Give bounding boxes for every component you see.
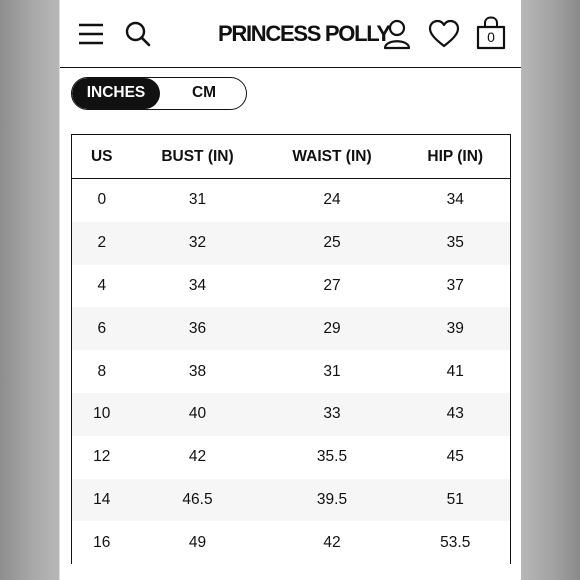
- cell-waist: 25: [264, 222, 401, 265]
- table-row: [72, 265, 511, 308]
- table-row: [72, 350, 511, 393]
- cell-bust: 34: [188, 276, 207, 294]
- cell-us: 2: [72, 222, 132, 265]
- table-row: [72, 521, 511, 564]
- cell-waist: 24: [323, 191, 341, 209]
- cell-bust: 36: [132, 307, 264, 350]
- header-us: US: [72, 135, 132, 179]
- cell-bust: 42: [188, 448, 207, 466]
- table-row: [72, 179, 511, 222]
- cell-waist: 35.5: [316, 448, 348, 466]
- cell-us: 6: [72, 307, 132, 350]
- bag-count: 0: [487, 29, 495, 45]
- cell-hip: 45: [446, 448, 464, 466]
- cell-hip: 41: [446, 362, 464, 380]
- cell-us: 0: [97, 191, 107, 209]
- cell-waist: 33: [264, 393, 401, 436]
- cell-waist: 31: [323, 362, 341, 380]
- search-icon[interactable]: [124, 20, 152, 48]
- table-row: [72, 307, 511, 350]
- cell-hip: 51: [401, 479, 511, 522]
- cell-us: 16: [93, 533, 111, 551]
- header-waist: WAIST (IN): [264, 135, 401, 179]
- cell-waist: 27: [323, 276, 341, 294]
- cell-waist: 39.5: [264, 479, 401, 522]
- cell-us: 12: [93, 448, 111, 466]
- table-row: [72, 222, 511, 265]
- size-chart-table: [71, 134, 511, 564]
- menu-icon[interactable]: [78, 22, 104, 46]
- cell-bust: 31: [188, 191, 207, 209]
- cell-hip: 34: [446, 191, 464, 209]
- cell-hip: 53.5: [440, 533, 471, 551]
- table-row: [72, 479, 511, 522]
- cell-bust: 32: [132, 222, 264, 265]
- cell-us: 14: [72, 479, 132, 522]
- cell-hip: 43: [401, 393, 511, 436]
- size-guide-screen: [60, 0, 521, 580]
- brand-logo[interactable]: PRINCESS POLLY: [218, 21, 390, 46]
- cell-us: 4: [97, 276, 107, 294]
- cell-hip: 39: [401, 307, 511, 350]
- user-icon[interactable]: [382, 18, 412, 50]
- cell-bust: 40: [132, 393, 264, 436]
- header-bust: BUST (IN): [132, 135, 264, 179]
- cell-bust: 46.5: [132, 479, 264, 522]
- unit-toggle: [71, 77, 247, 110]
- heart-icon[interactable]: [428, 19, 460, 49]
- cell-bust: 49: [188, 533, 207, 551]
- toggle-cm[interactable]: CM: [191, 84, 217, 101]
- site-header: [60, 0, 521, 68]
- cell-waist: 29: [264, 307, 401, 350]
- cell-us: 8: [97, 362, 107, 380]
- table-row: [72, 393, 511, 436]
- table-header-row: [72, 135, 511, 179]
- cell-hip: 37: [446, 276, 464, 294]
- cell-hip: 35: [401, 222, 511, 265]
- cell-bust: 38: [188, 362, 207, 380]
- table-row: [72, 436, 511, 479]
- cell-waist: 42: [323, 533, 341, 551]
- cell-us: 10: [72, 393, 132, 436]
- header-hip: HIP (IN): [401, 135, 511, 179]
- toggle-inches[interactable]: INCHES: [72, 78, 160, 109]
